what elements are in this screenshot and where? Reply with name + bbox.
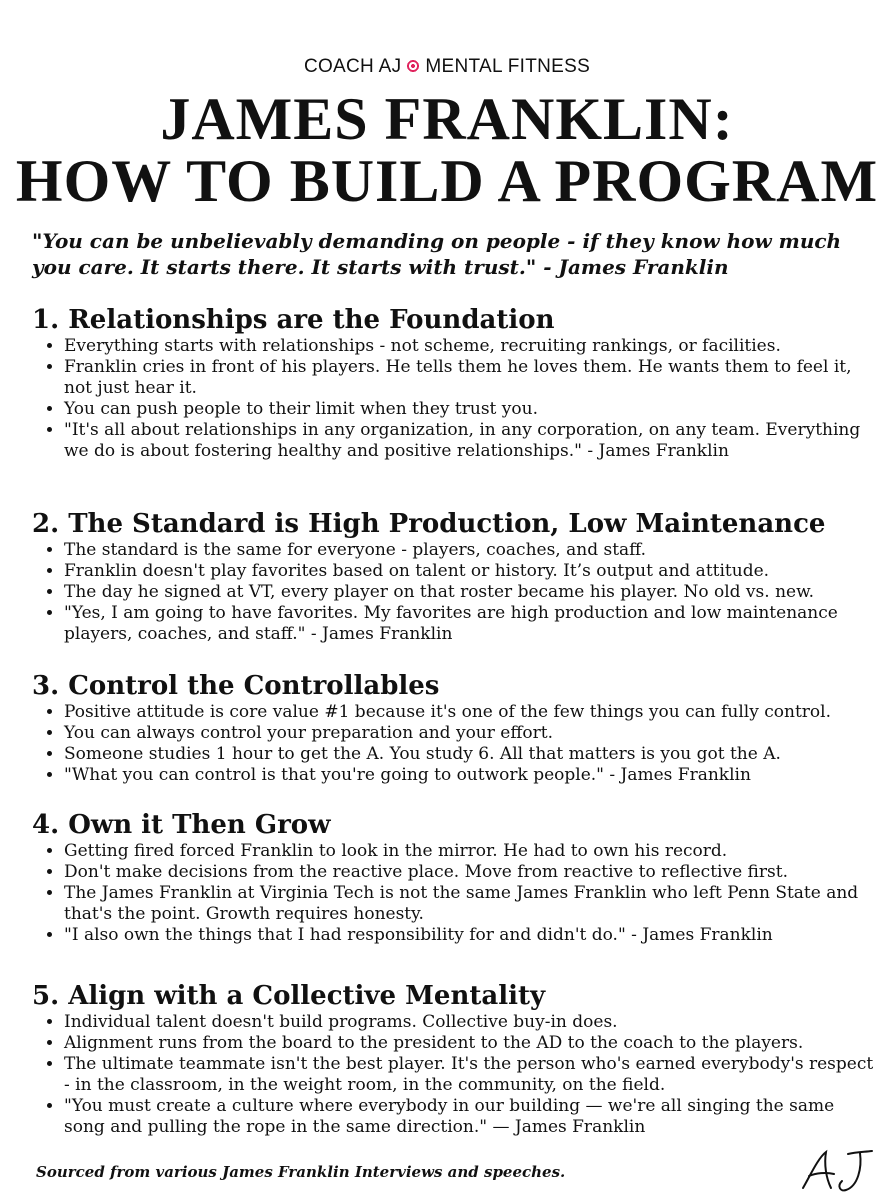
bullet-item: • Positive attitude is core value #1 because it's one of the few things you can fully control.	[64, 702, 877, 723]
section-collective	[32, 980, 877, 1138]
bullet-item: • Someone studies 1 hour to get the A. You study 6. All that matters is you got the A.	[64, 744, 877, 765]
bullet-item: • Individual talent doesn't build programs. Collective buy-in does.	[64, 1012, 877, 1033]
section-heading: 3. Control the Controllables	[32, 671, 440, 701]
bullet-item: • The ultimate teammate isn't the best player. It's the person who's earned everybody's respect - in the classroom, in the weight room, in the community, on the field.	[64, 1054, 877, 1096]
section-relationships	[32, 304, 877, 462]
bullet-list	[32, 336, 877, 462]
brand-tagline: MENTAL FITNESS	[425, 56, 591, 77]
page-title-line-2: HOW TO BUILD A PROGRAM	[15, 148, 879, 214]
section-heading: 1. Relationships are the Foundation	[32, 305, 555, 335]
section-own-it	[32, 809, 877, 946]
bullet-item: • Franklin doesn't play favorites based on talent or history. It’s output and attitude.	[64, 561, 877, 582]
bullet-item: • "What you can control is that you're going to outwork people." - James Franklin	[64, 765, 877, 786]
page-title-line-1: JAMES FRANKLIN:	[160, 86, 734, 152]
aj-signature-logo	[800, 1148, 876, 1194]
section-heading: 5. Align with a Collective Mentality	[32, 981, 546, 1011]
bullet-item: • Don't make decisions from the reactive place. Move from reactive to reflective first.	[64, 862, 877, 883]
brand-line	[0, 56, 894, 78]
bullet-item: • You can always control your preparation and your effort.	[64, 723, 877, 744]
bullet-list	[32, 841, 877, 946]
bullet-item: • The James Franklin at Virginia Tech is not the same James Franklin who left Penn State and that's the point. Growth requires honesty.	[64, 883, 877, 925]
bullet-list	[32, 540, 877, 645]
section-controllables	[32, 670, 877, 786]
bullet-list	[32, 1012, 877, 1138]
bullet-item: • The standard is the same for everyone - players, coaches, and staff.	[64, 540, 877, 561]
bullet-item: • Alignment runs from the board to the president to the AD to the coach to the players.	[64, 1033, 877, 1054]
section-heading: 4. Own it Then Grow	[32, 810, 331, 840]
bullet-item: • "I also own the things that I had responsibility for and didn't do." - James Franklin	[64, 925, 877, 946]
intro-quote: "You can be unbelievably demanding on people - if they know how much you care. It starts there. It starts with trust." - James Franklin	[32, 229, 842, 279]
bullet-item: • "You must create a culture where everybody in our building — we're all singing the same song and pulling the rope in the same direction." — James Franklin	[64, 1096, 877, 1138]
bullet-item: • "It's all about relationships in any organization, in any corporation, on any team. Everything we do is about fostering healthy and positive relationships." - James Franklin	[64, 420, 877, 462]
bullet-item: • You can push people to their limit when they trust you.	[64, 399, 877, 420]
bullet-item: • "Yes, I am going to have favorites. My favorites are high production and low maintenance players, coaches, and staff." - James Franklin	[64, 603, 877, 645]
section-standard	[32, 508, 877, 645]
bullet-item: • The day he signed at VT, every player on that roster became his player. No old vs. new.	[64, 582, 877, 603]
bullet-item: • Getting fired forced Franklin to look in the mirror. He had to own his record.	[64, 841, 877, 862]
brand-name: COACH AJ	[303, 56, 402, 77]
bullet-list	[32, 702, 877, 786]
section-heading: 2. The Standard is High Production, Low Maintenance	[32, 509, 826, 539]
bullet-item: • Franklin cries in front of his players. He tells them he loves them. He wants them to feel it, not just hear it.	[64, 357, 877, 399]
bullet-item: • Everything starts with relationships - not scheme, recruiting rankings, or facilities.	[64, 336, 877, 357]
direct-hit-target-icon	[405, 58, 421, 74]
source-note: Sourced from various James Franklin Interviews and speeches.	[36, 1163, 566, 1181]
